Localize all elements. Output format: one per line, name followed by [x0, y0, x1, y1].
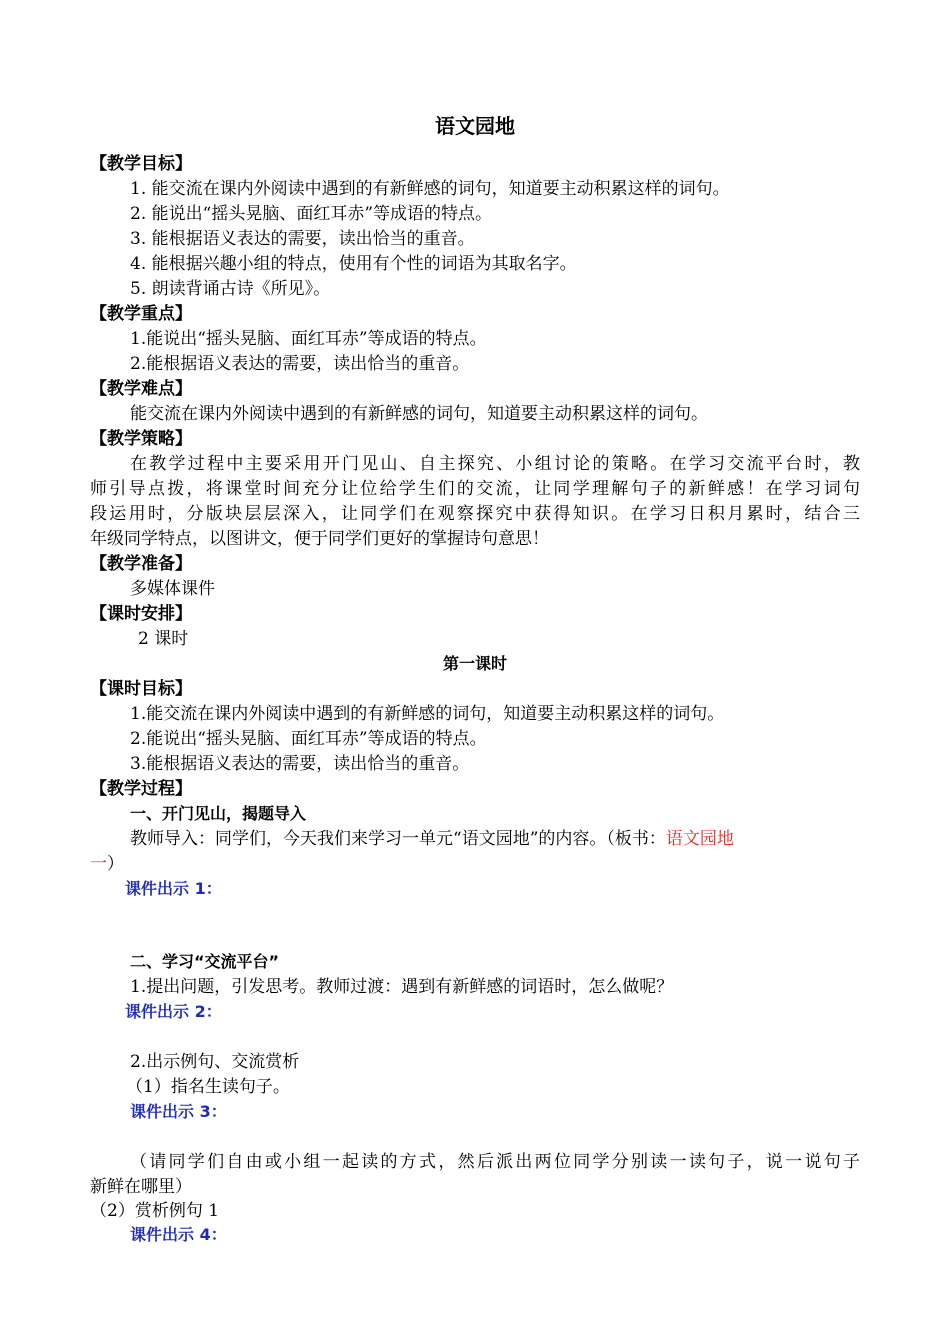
section1-text-cont	[90, 852, 124, 876]
objectives-heading: 【教学目标】	[90, 154, 192, 174]
objective-item: 4. 能根据兴趣小组的特点，使用有个性的词语为其取名字。	[130, 254, 577, 274]
section1-text-a: 教师导入：同学们，今天我们来学习一单元“语文园地”的内容。（板书：	[130, 829, 666, 849]
section2-sub1: （1）指名生读句子。	[126, 1077, 290, 1097]
page-title: 语文园地	[435, 114, 515, 138]
strategy-line: 年级同学特点，以图讲文，便于同学们更好的掌握诗句意思！	[90, 529, 549, 549]
key-points-heading: 【教学重点】	[90, 304, 192, 324]
difficulties-heading: 【教学难点】	[90, 379, 192, 399]
slide-label-1: 课件出示 1：	[125, 879, 222, 898]
board-writing: 语文园地	[665, 829, 734, 849]
schedule-text: 2 课时	[138, 629, 189, 649]
lesson-goal-item: 3.能根据语义表达的需要，读出恰当的重音。	[130, 754, 470, 774]
process-heading: 【教学过程】	[90, 779, 192, 799]
lesson-goals-heading: 【课时目标】	[90, 679, 192, 699]
strategy-line: 师引导点拨，将课堂时间充分让位给学生们的交流，让同学理解句子的新鲜感！在学习词句	[90, 479, 860, 499]
lesson-goal-item: 1.能交流在课内外阅读中遇到的有新鲜感的词句，知道要主动积累这样的词句。	[130, 704, 725, 724]
section1-title: 一、开门见山，揭题导入	[130, 804, 307, 823]
schedule-heading: 【课时安排】	[90, 604, 192, 624]
strategy-line: 段运用时，分版块层层深入，让同学们在观察探究中获得知识。在学习日积月累时，结合三	[90, 504, 860, 524]
section2-step1: 1.提出问题，引发思考。教师过渡：遇到有新鲜感的词语时，怎么做呢？	[130, 977, 674, 997]
section2-sub2: （2）赏析例句 1	[90, 1201, 220, 1221]
slide-label-4: 课件出示 4：	[130, 1225, 227, 1244]
slide-label-3: 课件出示 3：	[130, 1102, 227, 1121]
section2-title: 二、学习“交流平台”	[130, 952, 280, 971]
section2-step2: 2.出示例句、交流赏析	[130, 1052, 300, 1072]
slide-label-2: 课件出示 2：	[125, 1002, 222, 1021]
key-point-item: 2.能根据语义表达的需要，读出恰当的重音。	[130, 354, 470, 374]
difficulties-text: 能交流在课内外阅读中遇到的有新鲜感的词句，知道要主动积累这样的词句。	[130, 404, 708, 424]
note-line: （请同学们自由或小组一起读的方式，然后派出两位同学分别读一读句子，说一说句子	[130, 1152, 860, 1172]
board-writing-cont: 一	[90, 854, 107, 874]
lesson-heading: 第一课时	[442, 654, 507, 673]
preparation-text: 多媒体课件	[130, 579, 215, 599]
key-point-item: 1.能说出“摇头晃脑、面红耳赤”等成语的特点。	[130, 329, 487, 349]
note-line: 新鲜在哪里）	[90, 1177, 192, 1197]
preparation-heading: 【教学准备】	[90, 554, 192, 574]
section1-text-b: ）	[107, 854, 124, 874]
strategy-heading: 【教学策略】	[90, 429, 192, 449]
strategy-line: 在教学过程中主要采用开门见山、自主探究、小组讨论的策略。在学习交流平台时，教	[130, 454, 860, 474]
objective-item: 1. 能交流在课内外阅读中遇到的有新鲜感的词句，知道要主动积累这样的词句。	[130, 179, 730, 199]
section1-text	[130, 827, 734, 851]
objective-item: 3. 能根据语义表达的需要，读出恰当的重音。	[130, 229, 475, 249]
objective-item: 5. 朗读背诵古诗《所见》。	[130, 279, 331, 299]
lesson-goal-item: 2.能说出“摇头晃脑、面红耳赤”等成语的特点。	[130, 729, 487, 749]
objective-item: 2. 能说出“摇头晃脑、面红耳赤”等成语的特点。	[130, 204, 493, 224]
